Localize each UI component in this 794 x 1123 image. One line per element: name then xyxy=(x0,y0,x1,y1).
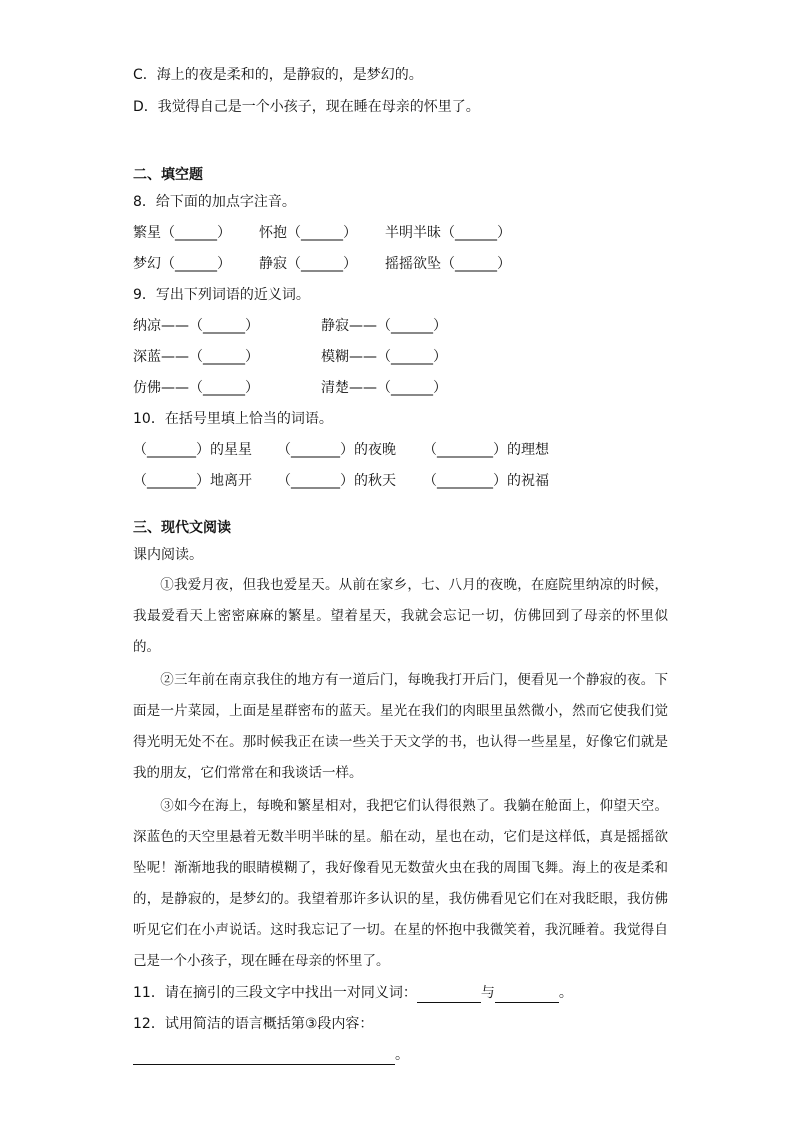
q9-item[interactable]: 纳凉——（______） xyxy=(133,318,259,334)
section3-title: 三、现代文阅读 xyxy=(133,520,231,536)
q10-item[interactable]: （________）的理想 xyxy=(423,442,549,458)
passage-paragraph-2 xyxy=(133,665,668,789)
q11-answer-blank-2[interactable] xyxy=(495,986,559,1003)
q9-item[interactable]: 清楚——（______） xyxy=(321,380,447,396)
q12-end: 。 xyxy=(395,1047,409,1063)
reading-intro: 课内阅读。 xyxy=(133,547,203,563)
q11-prompt: 11．请在摘引的三段文字中找出一对同义词： xyxy=(133,985,417,1001)
section2-title: 二、填空题 xyxy=(133,167,203,183)
q12-answer-blank[interactable] xyxy=(133,1048,395,1065)
passage-paragraph-1 xyxy=(133,570,668,663)
q12-answer-row xyxy=(133,1045,409,1065)
q8-item[interactable]: 梦幻（______） xyxy=(133,256,231,272)
q8-item[interactable]: 怀抱（______） xyxy=(259,225,357,241)
q9-item[interactable]: 模糊——（______） xyxy=(321,349,447,365)
passage-text: ③如今在海上，每晚和繁星相对，我把它们认得很熟了。我躺在舱面上，仰望天空。深蓝色的天空里悬着无数半明半昧的星。船在动，星也在动，它们是这样低，真是摇摇欲坠呢！渐渐地我的眼睛模糊了，我好像看见无数萤火虫在我的周围飞舞。海上的夜是柔和的，是静寂的，是梦幻的。我望着那许多认识的星，我仿佛看见它们在对我眨眼，我仿佛听见它们在小声说话。这时我忘记了一切。在星的怀抱中我微笑着，我沉睡着。我觉得自己是一个小孩子，现在睡在母亲的怀里了。 xyxy=(133,798,668,969)
q11-end: 。 xyxy=(558,985,573,1001)
q11-answer-blank-1[interactable] xyxy=(417,986,481,1003)
q11-connector: 与 xyxy=(480,985,495,1001)
q9-prompt: 9．写出下列词语的近义词。 xyxy=(133,287,310,303)
q9-item[interactable]: 深蓝——（______） xyxy=(133,349,259,365)
q10-item[interactable]: （_______）的夜晚 xyxy=(277,442,396,458)
q8-item[interactable]: 摇摇欲坠（______） xyxy=(385,256,511,272)
q10-item[interactable]: （________）的祝福 xyxy=(423,473,549,489)
q10-prompt: 10．在括号里填上恰当的词语。 xyxy=(133,411,333,427)
q9-item[interactable]: 仿佛——（______） xyxy=(133,380,259,396)
q11 xyxy=(133,983,573,1003)
q8-item[interactable]: 静寂（______） xyxy=(259,256,357,272)
q8-item[interactable]: 半明半昧（______） xyxy=(385,225,511,241)
q10-item[interactable]: （_______）地离开 xyxy=(133,473,252,489)
q10-item[interactable]: （_______）的星星 xyxy=(133,442,252,458)
passage-paragraph-3 xyxy=(133,791,668,977)
passage-text: ①我爱月夜，但我也爱星天。从前在家乡，七、八月的夜晚，在庭院里纳凉的时候，我最爱看天上密密麻麻的繁星。望着星天，我就会忘记一切，仿佛回到了母亲的怀里似的。 xyxy=(133,577,668,655)
passage-text: ②三年前在南京我住的地方有一道后门，每晚我打开后门，便看见一个静寂的夜。下面是一片菜园，上面是星群密布的蓝天。星光在我们的肉眼里虽然微小，然而它使我们觉得光明无处不在。那时候我正在读一些关于天文学的书，也认得一些星星，好像它们就是我的朋友，它们常常在和我谈话一样。 xyxy=(133,672,668,781)
choice-d: D．我觉得自己是一个小孩子，现在睡在母亲的怀里了。 xyxy=(133,99,480,115)
q9-item[interactable]: 静寂——（______） xyxy=(321,318,447,334)
q10-item[interactable]: （_______）的秋天 xyxy=(277,473,396,489)
q12-prompt: 12．试用简洁的语言概括第③段内容： xyxy=(133,1016,374,1032)
choice-c: C．海上的夜是柔和的，是静寂的，是梦幻的。 xyxy=(133,67,423,83)
q8-item[interactable]: 繁星（______） xyxy=(133,225,231,241)
q8-prompt: 8．给下面的加点字注音。 xyxy=(133,194,296,210)
